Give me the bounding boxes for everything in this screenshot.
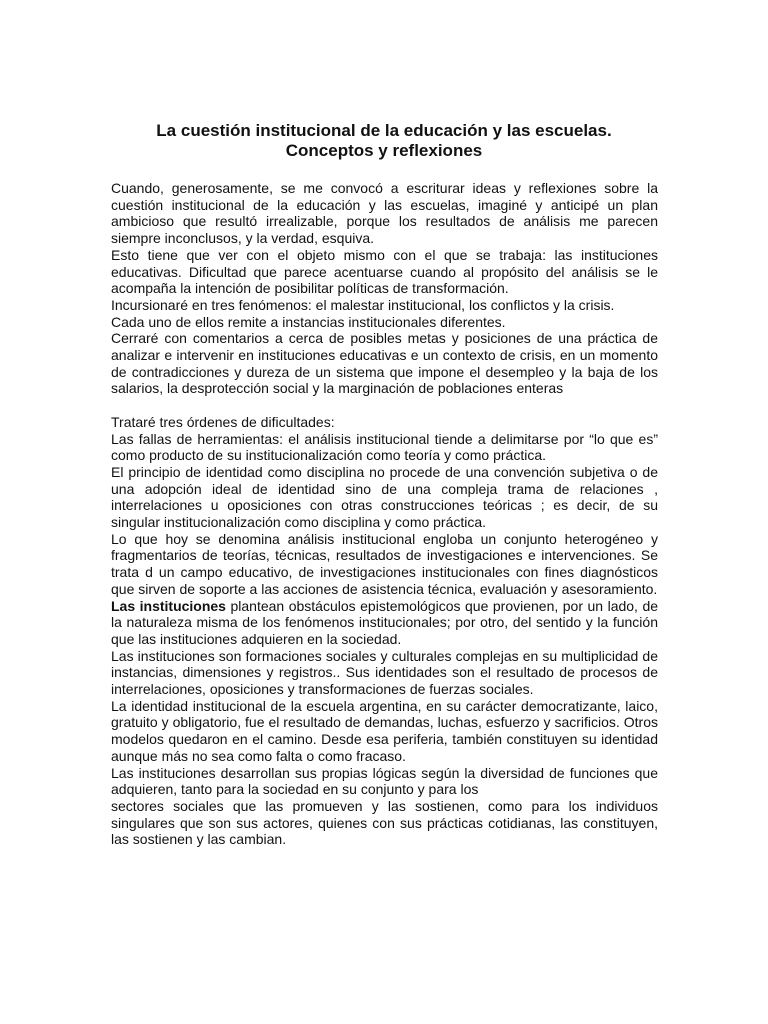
paragraph: Incursionaré en tres fenómenos: el malestar institucional, los conflictos y la crisis.: [111, 296, 615, 313]
document-body: [111, 180, 658, 848]
title-line-2: Conceptos y reflexiones: [285, 141, 483, 160]
paragraph: Las fallas de herramientas: el análisis institucional tiende a delimitarse por “lo que es” como producto de su institucionalización como teoría y como práctica.: [111, 430, 658, 464]
paragraph: El principio de identidad como disciplina no procede de una convención subjetiva o de una adopción ideal de identidad sino de una compleja trama de relaciones , interrelaciones u oposiciones con otras construcciones teóricas ; es decir, de su singular institucionalización como disciplina y como práctica.: [111, 463, 658, 531]
paragraph-spacer: [111, 397, 658, 414]
paragraph: [111, 598, 658, 648]
paragraph: Cerraré con comentarios a cerca de posibles metas y posiciones de una práctica de analizar e intervenir en instituciones educativas e un contexto de crisis, en un momento de contradicciones y dureza de un sistema que impone el desempleo y la baja de los salarios, la desprotección social y la marginación de poblaciones enteras: [111, 330, 658, 397]
document-title: [110, 121, 658, 161]
title-line-1: La cuestión institucional de la educación y las escuelas.: [156, 121, 612, 140]
paragraph: Lo que hoy se denomina análisis institucional engloba un conjunto heterogéneo y fragmentarios de teorías, técnicas, resultados de investigaciones e intervenciones. Se trata d un campo educativo, de investigaciones institucionales con fines diagnósticos que sirven de soporte a las acciones de asistencia técnica, evaluación y asesoramiento.: [111, 530, 658, 597]
paragraph: Cuando, generosamente, se me convocó a escriturar ideas y reflexiones sobre la cuestión institucional de la educación y las escuelas, imaginé y anticipé un plan ambicioso que resultó irrealizable, porque los resultados de análisis me parecen siempre inconclusos, y la verdad, esquiva.: [111, 180, 658, 247]
paragraph: sectores sociales que las promueven y las sostienen, como para los individuos singulares que son sus actores, quienes con sus prácticas cotidianas, las constituyen, las sostienen y las cambian.: [111, 798, 658, 848]
paragraph: Trataré tres órdenes de dificultades:: [111, 413, 335, 430]
paragraph: Las instituciones son formaciones sociales y culturales complejas en su multiplicidad de instancias, dimensiones y registros.. Sus identidades son el resultado de procesos de interrelaciones, oposiciones y transformaciones de fuerzas sociales.: [111, 647, 658, 698]
paragraph: Las instituciones desarrollan sus propias lógicas según la diversidad de funciones que adquieren, tanto para la sociedad en su conjunto y para los: [111, 764, 658, 798]
paragraph: Esto tiene que ver con el objeto mismo con el que se trabaja: las instituciones educativas. Dificultad que parece acentuarse cuando al propósito del análisis se le acompaña la intención de posibilitar políticas de transformación.: [111, 246, 658, 297]
paragraph-text: plantean obstáculos epistemológicos que provienen, por un lado, de la naturaleza misma de los fenómenos institucionales; por otro, del sentido y la función que las instituciones adquieren en la sociedad.: [111, 597, 659, 647]
bold-lead: Las instituciones: [111, 597, 226, 614]
paragraph: Cada uno de ellos remite a instancias institucionales diferentes.: [111, 313, 506, 330]
paragraph: La identidad institucional de la escuela argentina, en su carácter democratizante, laico, gratuito y obligatorio, fue el resultado de demandas, luchas, esfuerzo y sacrificios. Otros modelos quedaron en el camino. Desde esa periferia, también constituyen su identidad aunque más no sea como falta o como fracaso.: [111, 697, 658, 764]
